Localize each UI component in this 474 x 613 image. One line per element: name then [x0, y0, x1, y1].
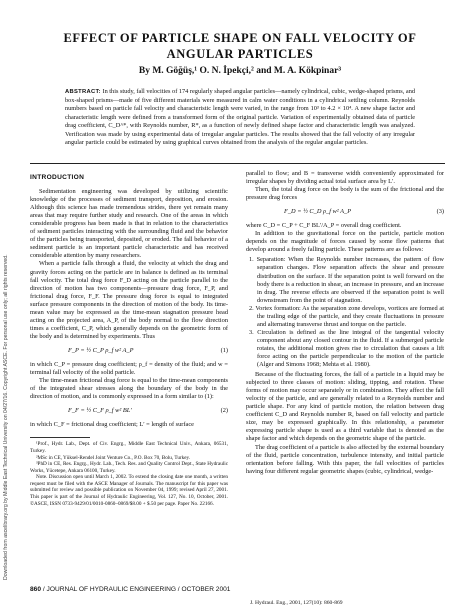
paragraph: where C_D = C_P + C_F BL′/A_P = overall drag coefficient.: [246, 222, 402, 230]
paper-title: [40, 30, 440, 62]
paragraph: The time-mean frictional drag force is equal to the time-mean components of the integrated shear stresses along the boundary of the body in the direction of motion, and is commonly expressed in a form similar to (1):: [30, 377, 228, 401]
footnote: ²MSc in CE, Yüksel-Rendel Joint Venture Co., P.O. Box 70, Bolu, Turkey.: [36, 454, 191, 461]
paragraph: parallel to flow; and B = transverse width conveniently approximated for irregular shapes by dividing actual total surface area by L′.: [246, 170, 444, 186]
footnote: Note. Discussion open until March 1, 2002. To extend the closing date one month, a written request must be filed with the ASCE Manager of Journals. The manuscript for this paper was submitted for review and possible publication on November 04, 1999; revised April 27, 2001. This paper is part of the Journal of Hydraulic Engineering, Vol. 127, No. 10, October, 2001. ©ASCE, ISSN 0733-9429/01/0010-0860–0869/$8.00 + $.50 per page. Paper No. 22166.: [30, 474, 228, 507]
download-notice: [3, 60, 13, 580]
title-line-2: ANGULAR PARTICLES: [166, 47, 314, 61]
paragraph: Then, the total drag force on the body is the sum of the frictional and the pressure drag forces: [246, 186, 444, 202]
equation-2: [30, 407, 228, 415]
equation-text: F_D = ½ C_D ρ_f w² A_P: [284, 208, 352, 216]
journal-name: / JOURNAL OF HYDRAULIC ENGINEERING / OCTOBER 2001: [42, 586, 231, 593]
page-footer-left: [30, 586, 230, 593]
equation-1: [30, 347, 228, 355]
left-column: [30, 170, 228, 507]
paragraph: in which C_F = frictional drag coefficient; L′ = length of surface: [30, 421, 194, 429]
page-number: 860: [30, 586, 42, 593]
download-notice-text: Downloaded from ascelibrary.org by Middle East Technical University on 04/27/16. Copyright ASCE. For personal use only; all rights reserved.: [3, 254, 9, 580]
equation-3: [246, 208, 444, 216]
footnotes: [30, 441, 228, 507]
abstract-text: In this study, fall velocities of 174 regularly shaped angular particles—namely cylindrical, cubic, wedge-shaped prisms, and box-shaped prisms—made of five different materials were measured in calm water conditions in a cylindrical settling column. Reynolds numbers based on particle fall velocity and characteristic length were varied, in the range from 10³ to 4.2 × 10⁴. A new shape factor and characteristic length were defined from a transformed form of the original particle. Variation of experimentally obtained data of particle drag coefficient, C_D^*, with Reynolds number, R*, as a function of newly defined shape factor and characteristic length was analyzed. Verification was made by using experimental data of irregular angular particles. The results showed that the fall velocity of any irregular angular particle could be estimated by using graphical curves obtained from the analysis of the regular angular particles.: [65, 88, 416, 146]
footnote: ¹Prof., Hydr. Lab., Dept. of Civ. Engrg., Middle East Technical Univ., Ankara, 06531, Turkey.: [30, 441, 228, 454]
list-item: 1. Separation: When the Reynolds number increases, the pattern of flow separation changes. Flow separation affects the shear and pressure distribution on the surface. If the separation point is well forward on the body there is a reduction in shear, an increase in pressure, and an increase in drag. The reverse effects are observed if the separation point is well downstream from the point of stagnation.: [249, 256, 444, 304]
authors: By M. Göğüş,¹ O. N. İpekçi,² and M. A. Kökpinar³: [138, 66, 342, 76]
list-item: 2. Vortex formation: As the separation zone develops, vortices are formed at the trailing edge of the particle, and they create fluctuations in pressure and alternating transverse thrust and torque on the particle.: [249, 304, 444, 328]
paragraph: Sedimentation engineering was developed by utilizing scientific knowledge of the processes of sediment transport, deposition, and erosion. Although this science has made tremendous strides, there yet remain many areas that may require further study and research. One of the areas in which considerable progress has been made is that in relation to the characteristics of sediment particles interacting with the surrounding fluid and the behavior of the particles being transported, deposited, or eroded. The fall behavior of a sediment particle is an important particle characteristic and has received considerable attention by many researchers.: [30, 188, 228, 260]
equation-number: (1): [220, 346, 228, 354]
list-item: 3. Circulation is defined as the line integral of the tangential velocity component about any closed contour in the fluid. If a submerged particle rotates, the additional motion gives rise to circulation that causes a lift force acting on the particle perpendicular to the motion of the particle (Alger and Simons 1968; Mehta et al. 1980).: [249, 328, 444, 369]
footnote: ³PhD in CE, Res. Engrg., Hydr. Lab., Tech. Res. and Quality Control Dept., State Hydraulic Works, Yücetepe, Ankara 06100, Turkey.: [30, 461, 228, 474]
paragraph: Because of the fluctuating forces, the fall of a particle in a liquid may be subjected to three classes of motion: sliding, tipping, and rotation. These forms of motion may occur separately or in combination. They affect the fall velocity of the particle, and are generally related to a Reynolds number and particle shape. For any kind of particle motion, the relation between drag coefficient C_D and Reynolds number R, based on fall velocity and particle size, may be expressed graphically. In this relationship, a parameter expressing particle shape is used as a third variable that is denoted as the shape factor and which depends on the geometric shape of the particle.: [246, 371, 444, 443]
abstract: [65, 88, 415, 148]
paragraph: The drag coefficient of a particle is also affected by the external boundary of the fluid, particle concentration, turbulence intensity, and initial particle orientation before falling. With this paper, the fall velocities of particles having four different regular geometric shapes (cubic, cylindrical, wedge-: [246, 443, 444, 475]
title-line-1: EFFECT OF PARTICLE SHAPE ON FALL VELOCITY OF: [63, 31, 417, 45]
equation-text: F_F = ½ C_F ρ_f w² BL′: [68, 407, 132, 415]
citation-footer: J. Hydraul. Eng., 2001, 127(10): 860-869: [250, 600, 343, 606]
section-divider: [30, 163, 445, 164]
abstract-label: ABSTRACT:: [65, 89, 101, 95]
paragraph: When a particle falls through a fluid, the velocity at which the drag and gravity forces acting on the particle are in balance is defined as its terminal fall velocity. The total drag force F_D acting on the particle parallel to the direction of motion has two components—pressure drag force, F_P, and frictional drag force, F_F. The pressure drag force is equal to integrated surface pressure components in the direction of motion of the body. Its time-mean value may be expressed as the time-mean stagnation pressure head acting on the projected area, A_P, of the body normal to the flow direction times a coefficient, C_P, which generally depends on the geometric form of the body and is determined by experiments. Thus: [30, 260, 228, 340]
paragraph: in which C_P = pressure drag coefficient; ρ_f = density of the fluid; and w = terminal fall velocity of the solid particle.: [30, 360, 228, 377]
equation-number: (3): [436, 208, 444, 216]
flow-pattern-list: [246, 256, 444, 369]
equation-text: F_P = ½ C_P ρ_f w² A_P: [68, 346, 134, 354]
right-column: [246, 170, 444, 476]
paragraph: In addition to the gravitational force on the particle, particle motion depends on the magnitude of forces caused by some flow patterns that develop around a freely falling particle. These patterns are as follows:: [246, 230, 444, 254]
equation-number: (2): [220, 407, 228, 415]
section-heading: INTRODUCTION: [30, 174, 85, 181]
footnote-rule: [30, 437, 90, 438]
